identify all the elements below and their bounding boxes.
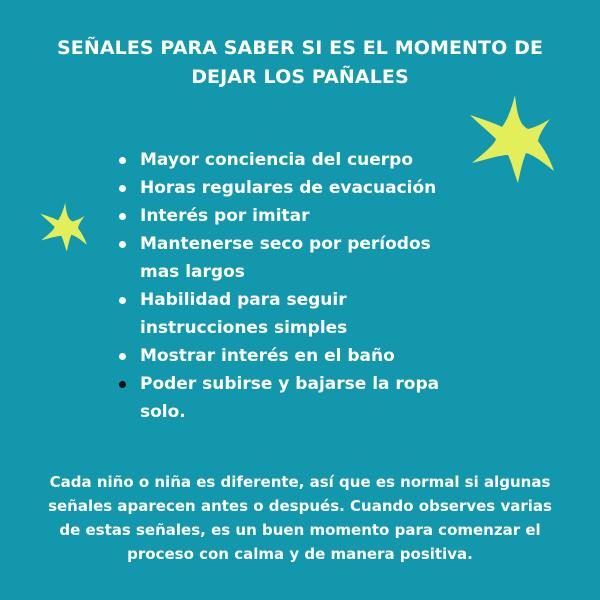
bullet-icon <box>119 353 126 360</box>
title-line-2: DEJAR LOS PAÑALES <box>191 66 409 88</box>
footer-line-1: Cada niño o niña es diferente, así que es normal si algunas <box>49 473 551 491</box>
list-item <box>118 202 478 230</box>
bullet-icon <box>119 213 126 220</box>
list-item <box>118 370 478 426</box>
title-line-1: SEÑALES PARA SABER SI ES EL MOMENTO DE <box>56 37 544 59</box>
footer-line-3: de estas señales, es un buen momento para comenzar el <box>59 521 541 539</box>
bullet-icon <box>119 381 126 388</box>
small-star-shape <box>40 203 87 252</box>
list-item <box>118 230 478 286</box>
sparkle-star-icon <box>38 201 88 253</box>
list-item-text: solo. <box>140 402 186 422</box>
bullet-icon <box>119 185 126 192</box>
bullet-icon <box>119 241 126 248</box>
footer-note <box>18 470 582 566</box>
page-title <box>40 34 560 92</box>
large-star-shape <box>470 95 554 183</box>
list-item-text: mas largos <box>140 262 245 282</box>
footer-line-4: proceso con calma y de manera positiva. <box>127 545 473 563</box>
list-item-text: Mantenerse seco por períodos <box>140 234 431 254</box>
list-item-text: Mayor conciencia del cuerpo <box>140 150 414 170</box>
list-item-text: Poder subirse y bajarse la ropa <box>140 374 440 394</box>
bullet-icon <box>119 157 126 164</box>
signs-list <box>118 146 478 426</box>
list-item <box>118 174 478 202</box>
list-item <box>118 286 478 342</box>
list-item-text: Interés por imitar <box>140 206 310 226</box>
list-item-text: Mostrar interés en el baño <box>140 346 395 366</box>
bullet-icon <box>119 297 126 304</box>
list-item-text: Habilidad para seguir <box>140 290 347 310</box>
list-item <box>118 342 478 370</box>
list-item <box>118 146 478 174</box>
sparkle-star-icon <box>466 93 556 185</box>
list-item-text: Horas regulares de evacuación <box>140 178 437 198</box>
list-item-text: instrucciones simples <box>140 318 348 338</box>
footer-line-2: señales aparecen antes o después. Cuando observes varias <box>48 497 552 515</box>
